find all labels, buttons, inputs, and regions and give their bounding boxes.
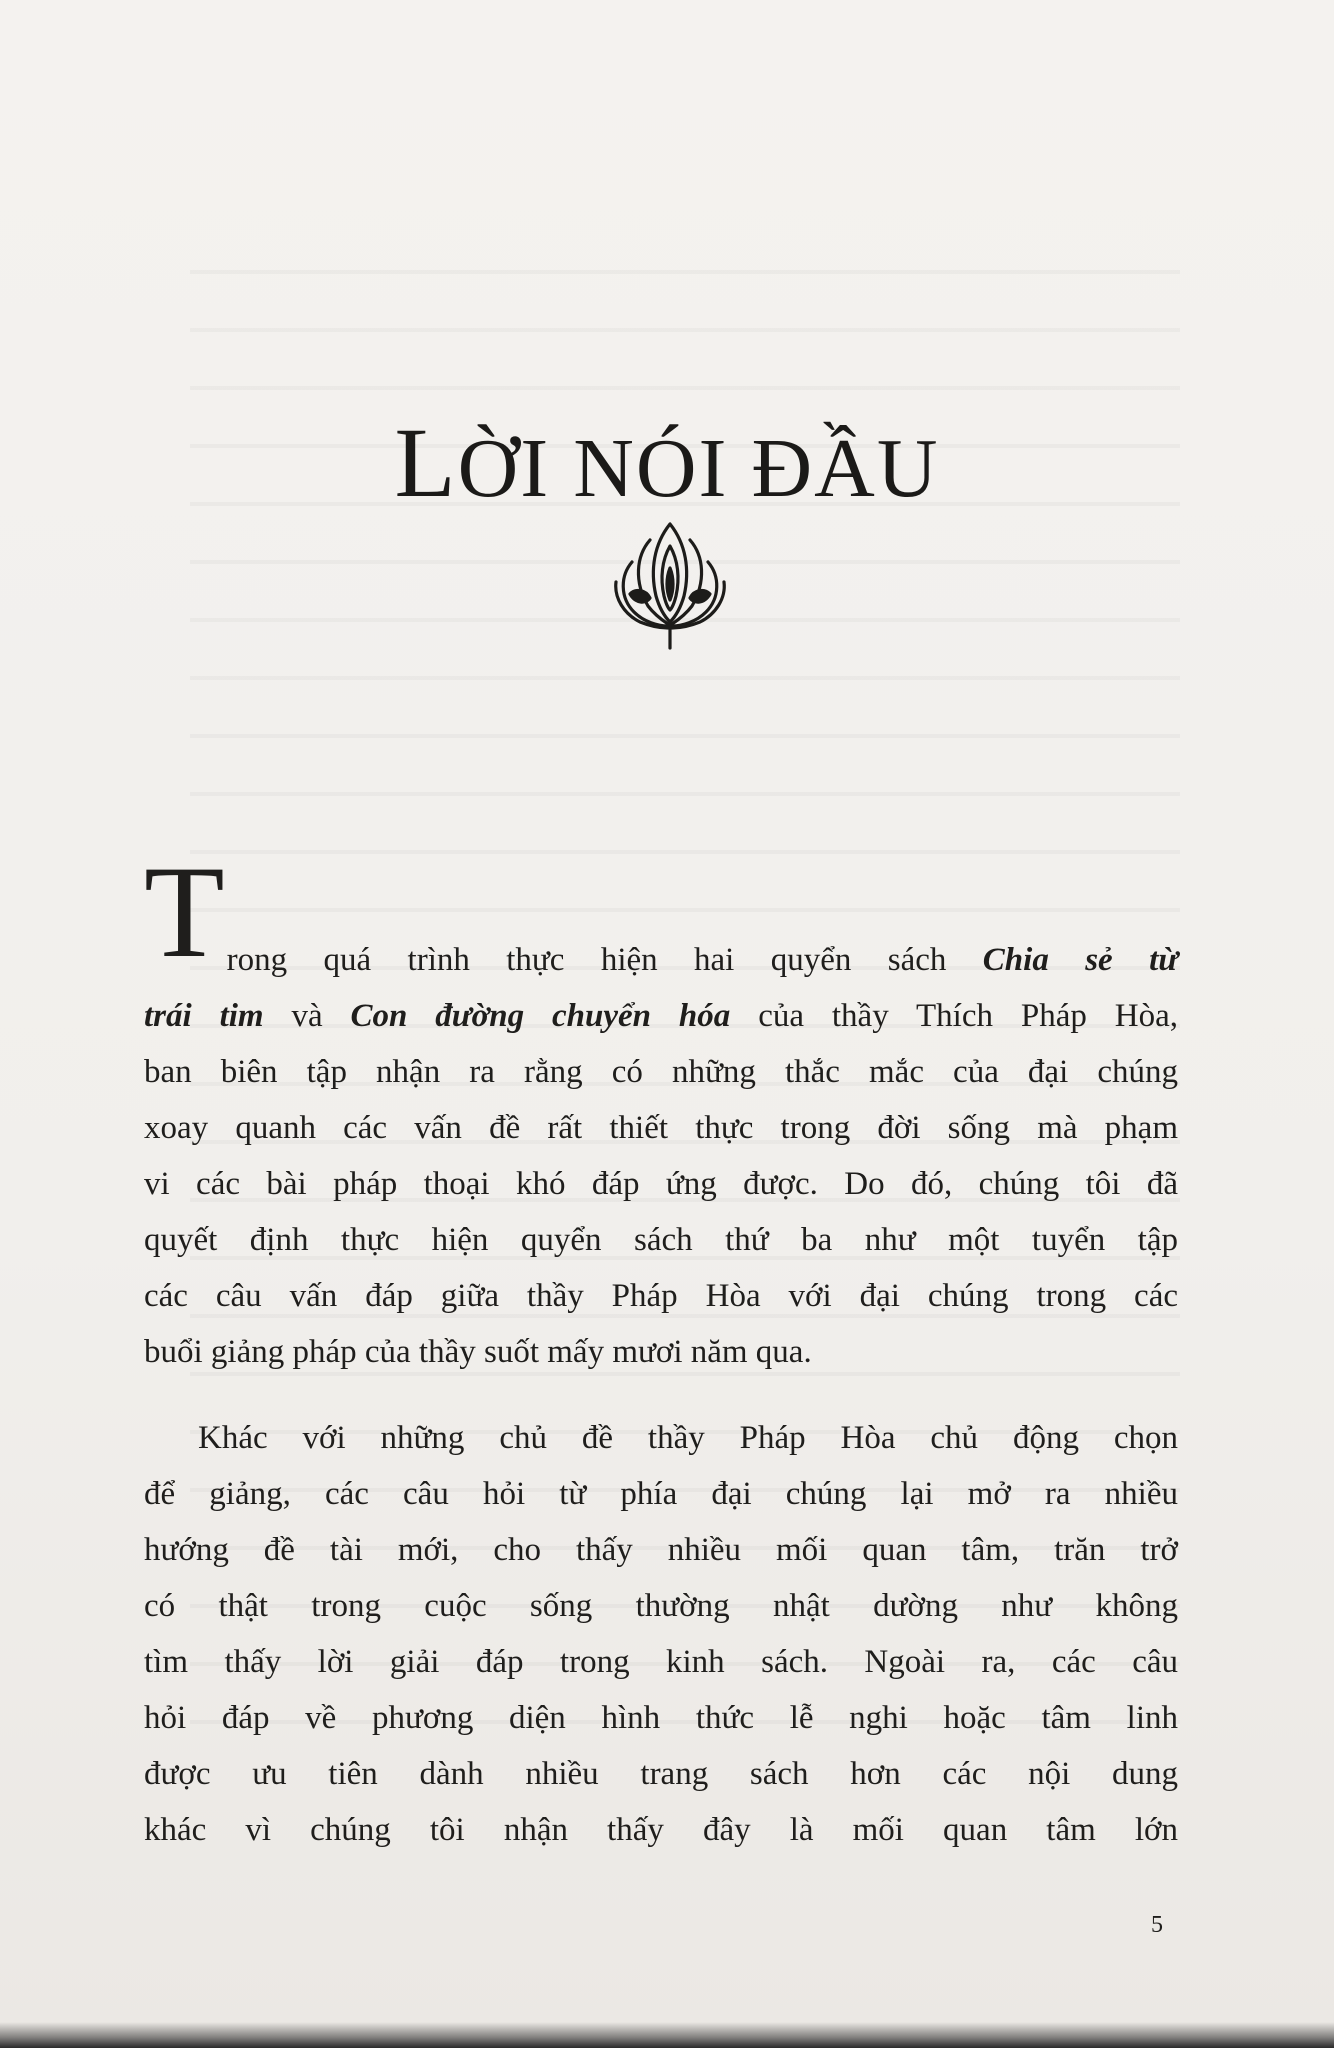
text-line: vi các bài pháp thoại khó đáp ứng được. Do đó, chúng tôi đã: [144, 1166, 1178, 1202]
text-line: để giảng, các câu hỏi từ phía đại chúng lại mở ra nhiều: [144, 1476, 1178, 1512]
book-title-1-cont: trái tim: [144, 998, 264, 1034]
text-line: hỏi đáp về phương diện hình thức lễ nghi hoặc tâm linh: [144, 1700, 1178, 1736]
text-line: có thật trong cuộc sống thường nhật dường như không: [144, 1588, 1178, 1624]
lotus-icon: [610, 518, 730, 650]
title-rest: ỜI NÓI ĐẦU: [457, 422, 940, 515]
book-title-2: Con đường chuyển hóa: [350, 998, 731, 1034]
book-title-1: Chia sẻ từ: [982, 942, 1179, 978]
text-line: Khác với những chủ đề thầy Pháp Hòa chủ động chọn: [198, 1420, 1178, 1456]
text-line: [144, 988, 1178, 1044]
text-line: quyết định thực hiện quyển sách thứ ba như một tuyển tập: [144, 1222, 1178, 1258]
text-line: khác vì chúng tôi nhận thấy đây là mối quan tâm lớn: [144, 1812, 1178, 1848]
text-line: các câu vấn đáp giữa thầy Pháp Hòa với đại chúng trong các: [144, 1278, 1178, 1314]
text-line: [144, 932, 1178, 988]
text-line: hướng đề tài mới, cho thấy nhiều mối quan tâm, trăn trở: [144, 1532, 1178, 1568]
page-title: [0, 405, 1334, 520]
text-line: ban biên tập nhận ra rằng có những thắc mắc của đại chúng: [144, 1054, 1178, 1090]
body-text: [144, 838, 1179, 1858]
text-line: được ưu tiên dành nhiều trang sách hơn các nội dung: [144, 1756, 1178, 1792]
paragraph-2: [144, 1410, 1178, 1858]
text-line: tìm thấy lời giải đáp trong kinh sách. Ngoài ra, các câu: [144, 1644, 1178, 1680]
drop-cap: T: [144, 838, 225, 985]
line-text: rong quá trình thực hiện hai quyển sách: [226, 942, 983, 978]
paragraph-1: [144, 838, 1179, 1380]
page-number: 5: [1151, 1912, 1163, 1938]
page-edge-shadow: [0, 2022, 1334, 2048]
connector-text: và: [263, 998, 351, 1034]
title-initial: L: [394, 407, 458, 518]
text-line: buổi giảng pháp của thầy suốt mấy mươi năm qua.: [144, 1334, 812, 1370]
text-line: xoay quanh các vấn đề rất thiết thực trong đời sống mà phạm: [144, 1110, 1178, 1146]
line-text: của thầy Thích Pháp Hòa,: [730, 998, 1179, 1034]
